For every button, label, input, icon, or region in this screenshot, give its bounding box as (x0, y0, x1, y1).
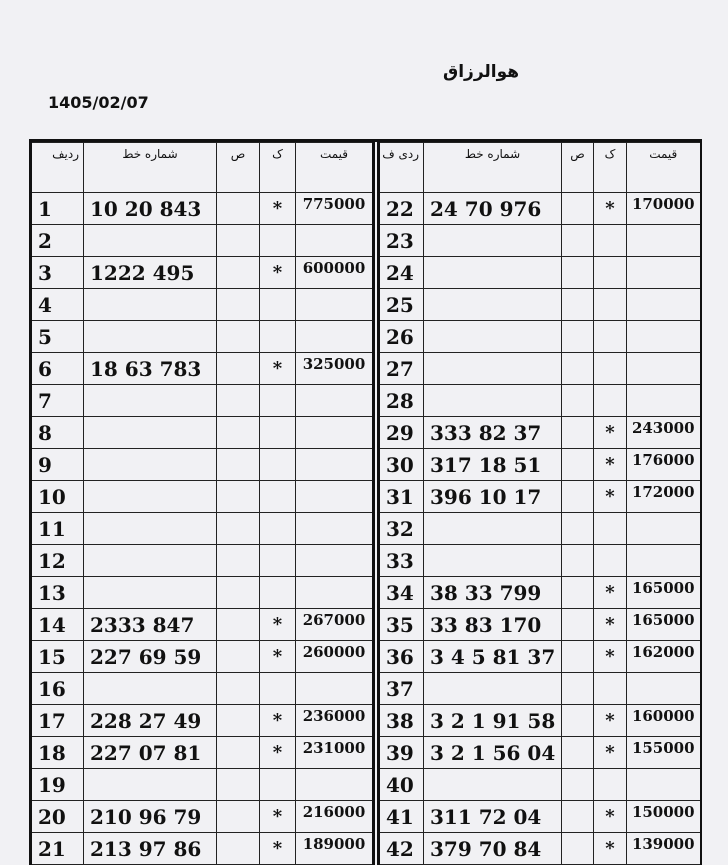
line-number (84, 321, 217, 353)
table-row (31, 705, 374, 737)
price-list (29, 139, 702, 865)
cell-price: 189000 (296, 833, 374, 865)
table-row (31, 769, 374, 801)
line-number (424, 769, 562, 801)
cell-price (296, 289, 374, 321)
cell-price: 216000 (296, 801, 374, 833)
line-number: 3 2 1 56 04 (424, 737, 562, 769)
row-number: 2 (31, 225, 84, 257)
cell-s (562, 833, 594, 865)
cell-k (260, 769, 296, 801)
line-number (424, 225, 562, 257)
cell-s (217, 257, 260, 289)
header-line-number: شماره خط (424, 143, 562, 193)
cell-price: 150000 (627, 801, 701, 833)
cell-k: * (594, 641, 627, 673)
line-number: 333 82 37 (424, 417, 562, 449)
header-row-number: رديف (31, 143, 84, 193)
cell-price: 160000 (627, 705, 701, 737)
row-number: 8 (31, 417, 84, 449)
cell-price: 139000 (627, 833, 701, 865)
table-row (31, 641, 374, 673)
table-row (379, 609, 701, 641)
cell-s (217, 449, 260, 481)
cell-k: * (594, 833, 627, 865)
cell-s (562, 385, 594, 417)
header-line-number: شماره خط (84, 143, 217, 193)
table-row (31, 673, 374, 705)
cell-k: * (594, 481, 627, 513)
cell-s (217, 801, 260, 833)
line-number: 24 70 976 (424, 193, 562, 225)
cell-s (217, 385, 260, 417)
cell-price (627, 385, 701, 417)
line-number (424, 545, 562, 577)
row-number: 4 (31, 289, 84, 321)
line-number: 38 33 799 (424, 577, 562, 609)
line-number: 213 97 86 (84, 833, 217, 865)
row-number: 34 (379, 577, 424, 609)
table-header (379, 143, 701, 193)
table-row (31, 385, 374, 417)
table-row (379, 417, 701, 449)
cell-k (260, 673, 296, 705)
cell-k (260, 577, 296, 609)
line-number (84, 513, 217, 545)
row-number: 38 (379, 705, 424, 737)
line-number: 3 2 1 91 58 (424, 705, 562, 737)
document-date: 1405/02/07 (48, 93, 149, 112)
cell-price: 165000 (627, 577, 701, 609)
table-row (31, 577, 374, 609)
cell-s (562, 353, 594, 385)
row-number: 17 (31, 705, 84, 737)
table-row (379, 737, 701, 769)
cell-price (627, 353, 701, 385)
row-number: 7 (31, 385, 84, 417)
cell-k: * (594, 577, 627, 609)
line-number (424, 353, 562, 385)
row-number: 36 (379, 641, 424, 673)
line-number: 18 63 783 (84, 353, 217, 385)
cell-k (594, 545, 627, 577)
header-s: ص (562, 143, 594, 193)
table-row (31, 481, 374, 513)
cell-s (562, 769, 594, 801)
cell-s (217, 289, 260, 321)
table-row (379, 801, 701, 833)
cell-price (296, 385, 374, 417)
row-number: 16 (31, 673, 84, 705)
line-number (424, 673, 562, 705)
cell-s (562, 513, 594, 545)
cell-k: * (260, 193, 296, 225)
cell-k (260, 225, 296, 257)
cell-price: 267000 (296, 609, 374, 641)
line-number (84, 225, 217, 257)
cell-s (217, 417, 260, 449)
table-row (379, 193, 701, 225)
right-table-body (379, 193, 701, 865)
cell-s (562, 289, 594, 321)
table-row (379, 353, 701, 385)
cell-s (562, 737, 594, 769)
table-row (379, 481, 701, 513)
cell-s (217, 321, 260, 353)
line-number (84, 481, 217, 513)
row-number: 22 (379, 193, 424, 225)
row-number: 37 (379, 673, 424, 705)
cell-k (260, 449, 296, 481)
cell-k: * (260, 257, 296, 289)
left-table-body (31, 193, 374, 865)
header-price: قيمت (296, 143, 374, 193)
cell-k: * (260, 801, 296, 833)
line-number: 317 18 51 (424, 449, 562, 481)
table-row (379, 673, 701, 705)
line-number (424, 289, 562, 321)
cell-price (627, 673, 701, 705)
row-number: 27 (379, 353, 424, 385)
cell-price (627, 769, 701, 801)
row-number: 26 (379, 321, 424, 353)
header-k: ک (260, 143, 296, 193)
cell-k (260, 321, 296, 353)
header-price: قيمت (627, 143, 701, 193)
cell-k (594, 673, 627, 705)
cell-k (594, 225, 627, 257)
cell-s (217, 609, 260, 641)
line-number: 228 27 49 (84, 705, 217, 737)
line-number (424, 513, 562, 545)
row-number: 23 (379, 225, 424, 257)
row-number: 28 (379, 385, 424, 417)
cell-k (260, 385, 296, 417)
row-number: 3 (31, 257, 84, 289)
cell-s (217, 769, 260, 801)
cell-price: 172000 (627, 481, 701, 513)
table-row (379, 257, 701, 289)
cell-k: * (594, 417, 627, 449)
cell-k: * (594, 449, 627, 481)
line-number: 1222 495 (84, 257, 217, 289)
cell-price: 165000 (627, 609, 701, 641)
cell-price (296, 321, 374, 353)
cell-s (562, 545, 594, 577)
row-number: 18 (31, 737, 84, 769)
cell-price: 231000 (296, 737, 374, 769)
table-row (31, 513, 374, 545)
table-row (31, 193, 374, 225)
cell-k (594, 769, 627, 801)
cell-price: 155000 (627, 737, 701, 769)
table-row (31, 321, 374, 353)
cell-k: * (260, 737, 296, 769)
cell-price: 176000 (627, 449, 701, 481)
cell-k (260, 289, 296, 321)
table-row (379, 833, 701, 865)
row-number: 12 (31, 545, 84, 577)
row-number: 14 (31, 609, 84, 641)
row-number: 15 (31, 641, 84, 673)
cell-k (260, 545, 296, 577)
cell-s (562, 577, 594, 609)
row-number: 31 (379, 481, 424, 513)
cell-k: * (594, 737, 627, 769)
cell-price (627, 513, 701, 545)
table-row (31, 353, 374, 385)
cell-k (594, 289, 627, 321)
table-row (379, 641, 701, 673)
header-s: ص (217, 143, 260, 193)
cell-s (562, 449, 594, 481)
line-number (84, 545, 217, 577)
cell-s (217, 737, 260, 769)
row-number: 40 (379, 769, 424, 801)
table-row (31, 449, 374, 481)
table-row (31, 225, 374, 257)
cell-k (594, 513, 627, 545)
cell-price: 600000 (296, 257, 374, 289)
cell-price: 775000 (296, 193, 374, 225)
table-row (31, 609, 374, 641)
line-number (84, 385, 217, 417)
cell-s (217, 353, 260, 385)
line-number (84, 769, 217, 801)
cell-k (260, 417, 296, 449)
line-number (424, 257, 562, 289)
cell-k: * (594, 801, 627, 833)
right-table (377, 142, 702, 865)
line-number: 396 10 17 (424, 481, 562, 513)
table-row (379, 289, 701, 321)
line-number (84, 417, 217, 449)
cell-price (627, 321, 701, 353)
cell-price (296, 673, 374, 705)
cell-price (627, 545, 701, 577)
table-row (379, 513, 701, 545)
cell-s (217, 833, 260, 865)
line-number (424, 385, 562, 417)
table-row (379, 705, 701, 737)
cell-s (562, 641, 594, 673)
table-row (379, 449, 701, 481)
row-number: 42 (379, 833, 424, 865)
cell-price: 243000 (627, 417, 701, 449)
row-number: 11 (31, 513, 84, 545)
line-number: 33 83 170 (424, 609, 562, 641)
line-number: 2333 847 (84, 609, 217, 641)
cell-price (296, 225, 374, 257)
cell-k: * (260, 833, 296, 865)
cell-price (627, 289, 701, 321)
row-number: 41 (379, 801, 424, 833)
cell-s (217, 193, 260, 225)
row-number: 1 (31, 193, 84, 225)
cell-k: * (594, 193, 627, 225)
row-number: 9 (31, 449, 84, 481)
row-number: 35 (379, 609, 424, 641)
left-table (29, 142, 375, 865)
cell-k: * (260, 609, 296, 641)
table-row (379, 385, 701, 417)
cell-s (562, 193, 594, 225)
row-number: 33 (379, 545, 424, 577)
table-row (31, 417, 374, 449)
cell-s (562, 417, 594, 449)
cell-price (627, 225, 701, 257)
cell-k: * (594, 705, 627, 737)
row-number: 39 (379, 737, 424, 769)
row-number: 5 (31, 321, 84, 353)
cell-s (562, 673, 594, 705)
row-number: 25 (379, 289, 424, 321)
row-number: 20 (31, 801, 84, 833)
line-number: 311 72 04 (424, 801, 562, 833)
cell-k (260, 513, 296, 545)
cell-s (562, 321, 594, 353)
header-row-number: ردی ف (379, 143, 424, 193)
line-number (84, 449, 217, 481)
line-number (84, 673, 217, 705)
row-number: 30 (379, 449, 424, 481)
cell-k: * (260, 353, 296, 385)
cell-k (594, 257, 627, 289)
cell-price (296, 417, 374, 449)
cell-s (217, 513, 260, 545)
cell-s (217, 577, 260, 609)
cell-s (217, 673, 260, 705)
cell-s (562, 801, 594, 833)
cell-price: 260000 (296, 641, 374, 673)
table-row (31, 545, 374, 577)
table-row (379, 321, 701, 353)
line-number: 10 20 843 (84, 193, 217, 225)
table-row (31, 833, 374, 865)
table-row (31, 801, 374, 833)
cell-s (217, 225, 260, 257)
cell-s (217, 705, 260, 737)
cell-k (260, 481, 296, 513)
cell-s (562, 481, 594, 513)
cell-s (562, 705, 594, 737)
cell-price: 170000 (627, 193, 701, 225)
row-number: 21 (31, 833, 84, 865)
page-title: هوالرزاق (443, 62, 520, 82)
row-number: 13 (31, 577, 84, 609)
cell-price (627, 257, 701, 289)
cell-s (562, 257, 594, 289)
cell-price (296, 449, 374, 481)
cell-k (594, 385, 627, 417)
cell-k: * (594, 609, 627, 641)
table-row (379, 545, 701, 577)
cell-s (217, 481, 260, 513)
header-k: ک (594, 143, 627, 193)
table-row (379, 577, 701, 609)
table-row (379, 225, 701, 257)
line-number (84, 289, 217, 321)
line-number: 379 70 84 (424, 833, 562, 865)
table-header (31, 143, 374, 193)
row-number: 6 (31, 353, 84, 385)
cell-price (296, 769, 374, 801)
line-number (424, 321, 562, 353)
cell-k (594, 353, 627, 385)
cell-price (296, 513, 374, 545)
cell-s (217, 545, 260, 577)
row-number: 10 (31, 481, 84, 513)
cell-price (296, 577, 374, 609)
row-number: 19 (31, 769, 84, 801)
table-row (31, 289, 374, 321)
line-number: 3 4 5 81 37 (424, 641, 562, 673)
cell-price: 162000 (627, 641, 701, 673)
row-number: 24 (379, 257, 424, 289)
cell-price: 325000 (296, 353, 374, 385)
cell-s (217, 641, 260, 673)
table-row (31, 257, 374, 289)
row-number: 29 (379, 417, 424, 449)
cell-k (594, 321, 627, 353)
line-number (84, 577, 217, 609)
line-number: 210 96 79 (84, 801, 217, 833)
table-row (31, 737, 374, 769)
line-number: 227 69 59 (84, 641, 217, 673)
cell-s (562, 225, 594, 257)
table-row (379, 769, 701, 801)
cell-price (296, 481, 374, 513)
row-number: 32 (379, 513, 424, 545)
cell-k: * (260, 641, 296, 673)
cell-s (562, 609, 594, 641)
cell-price: 236000 (296, 705, 374, 737)
line-number: 227 07 81 (84, 737, 217, 769)
cell-price (296, 545, 374, 577)
cell-k: * (260, 705, 296, 737)
